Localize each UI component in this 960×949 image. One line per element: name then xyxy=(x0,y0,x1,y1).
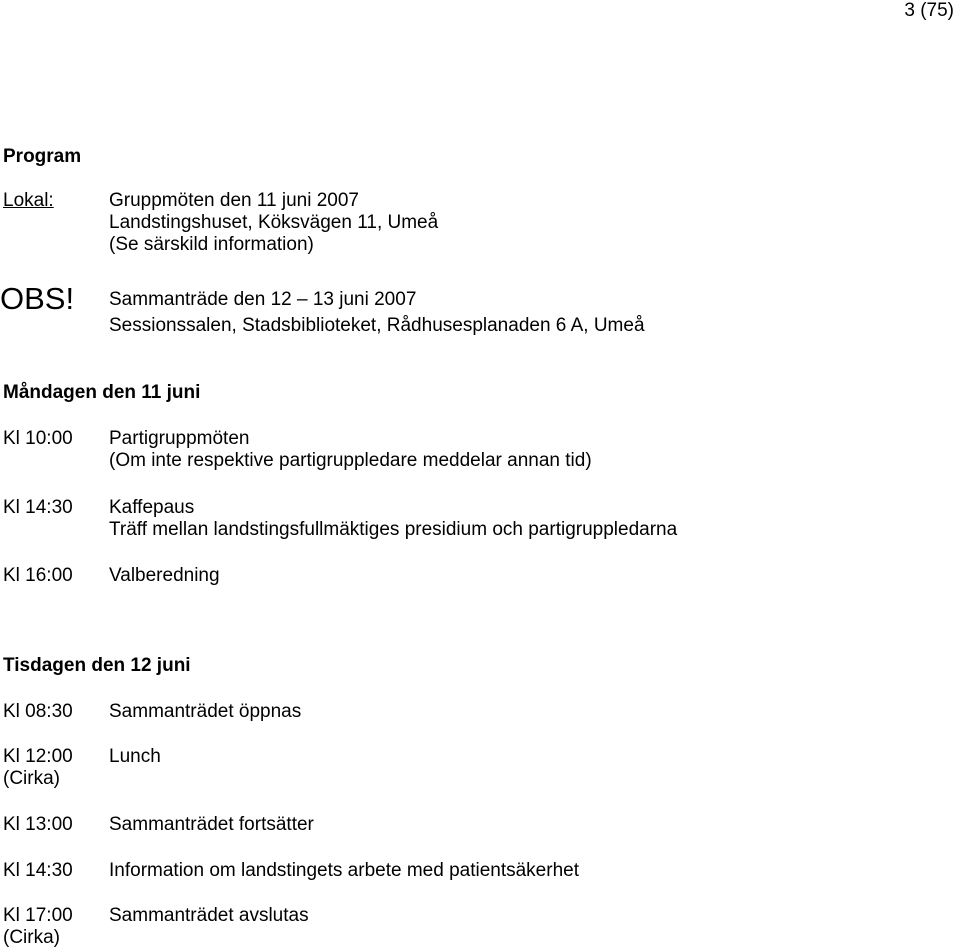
entry-line: Träff mellan landstingsfullmäktiges presidium och partigruppledarna xyxy=(109,519,678,540)
obs-details xyxy=(109,289,645,337)
tuesday-time xyxy=(3,905,73,949)
time-label: Kl 08:30 xyxy=(3,701,73,722)
entry-line: Valberedning xyxy=(109,565,220,586)
lokal-details xyxy=(109,190,438,256)
tuesday-entry xyxy=(109,814,314,836)
obs-line: Sessionssalen, Stadsbiblioteket, Rådhusesplanaden 6 A, Umeå xyxy=(109,315,645,336)
lokal-line: Gruppmöten den 11 juni 2007 xyxy=(109,190,359,211)
monday-time: Kl 14:30 xyxy=(3,497,73,518)
monday-time: Kl 10:00 xyxy=(3,428,73,449)
time-label: Kl 12:00 xyxy=(3,746,73,767)
tuesday-time xyxy=(3,814,73,836)
tuesday-time xyxy=(3,701,73,723)
page-number: 3 (75) xyxy=(904,0,954,21)
tuesday-heading: Tisdagen den 12 juni xyxy=(3,655,191,676)
tuesday-time xyxy=(3,860,73,882)
obs-label: OBS! xyxy=(0,281,75,316)
entry-line: Partigruppmöten xyxy=(109,428,250,449)
entry-line: Sammanträdet öppnas xyxy=(109,701,302,722)
entry-line: Sammanträdet fortsätter xyxy=(109,814,314,835)
lokal-label: Lokal: xyxy=(3,190,54,211)
time-label: Kl 13:00 xyxy=(3,814,73,835)
monday-time: Kl 16:00 xyxy=(3,565,73,586)
page-title: Program xyxy=(3,146,82,167)
entry-line: Sammanträdet avslutas xyxy=(109,905,309,926)
entry-line: Lunch xyxy=(109,746,161,767)
lokal-line: (Se särskild information) xyxy=(109,234,314,255)
tuesday-time xyxy=(3,746,73,790)
time-note: (Cirka) xyxy=(3,768,60,789)
tuesday-entry xyxy=(109,860,579,882)
tuesday-entry xyxy=(109,701,301,723)
time-label: Kl 17:00 xyxy=(3,905,73,926)
monday-entry xyxy=(109,428,592,472)
entry-line: Information om landstingets arbete med patientsäkerhet xyxy=(109,860,579,881)
tuesday-entry xyxy=(109,746,161,768)
tuesday-entry xyxy=(109,905,309,927)
entry-line: Kaffepaus xyxy=(109,497,195,518)
monday-heading: Måndagen den 11 juni xyxy=(3,382,201,403)
lokal-line: Landstingshuset, Köksvägen 11, Umeå xyxy=(109,212,439,233)
monday-entry xyxy=(109,497,677,541)
entry-line: (Om inte respektive partigruppledare meddelar annan tid) xyxy=(109,450,592,471)
time-label: Kl 14:30 xyxy=(3,860,73,881)
monday-entry xyxy=(109,565,220,587)
time-note: (Cirka) xyxy=(3,927,60,948)
obs-line: Sammanträde den 12 – 13 juni 2007 xyxy=(109,289,417,310)
